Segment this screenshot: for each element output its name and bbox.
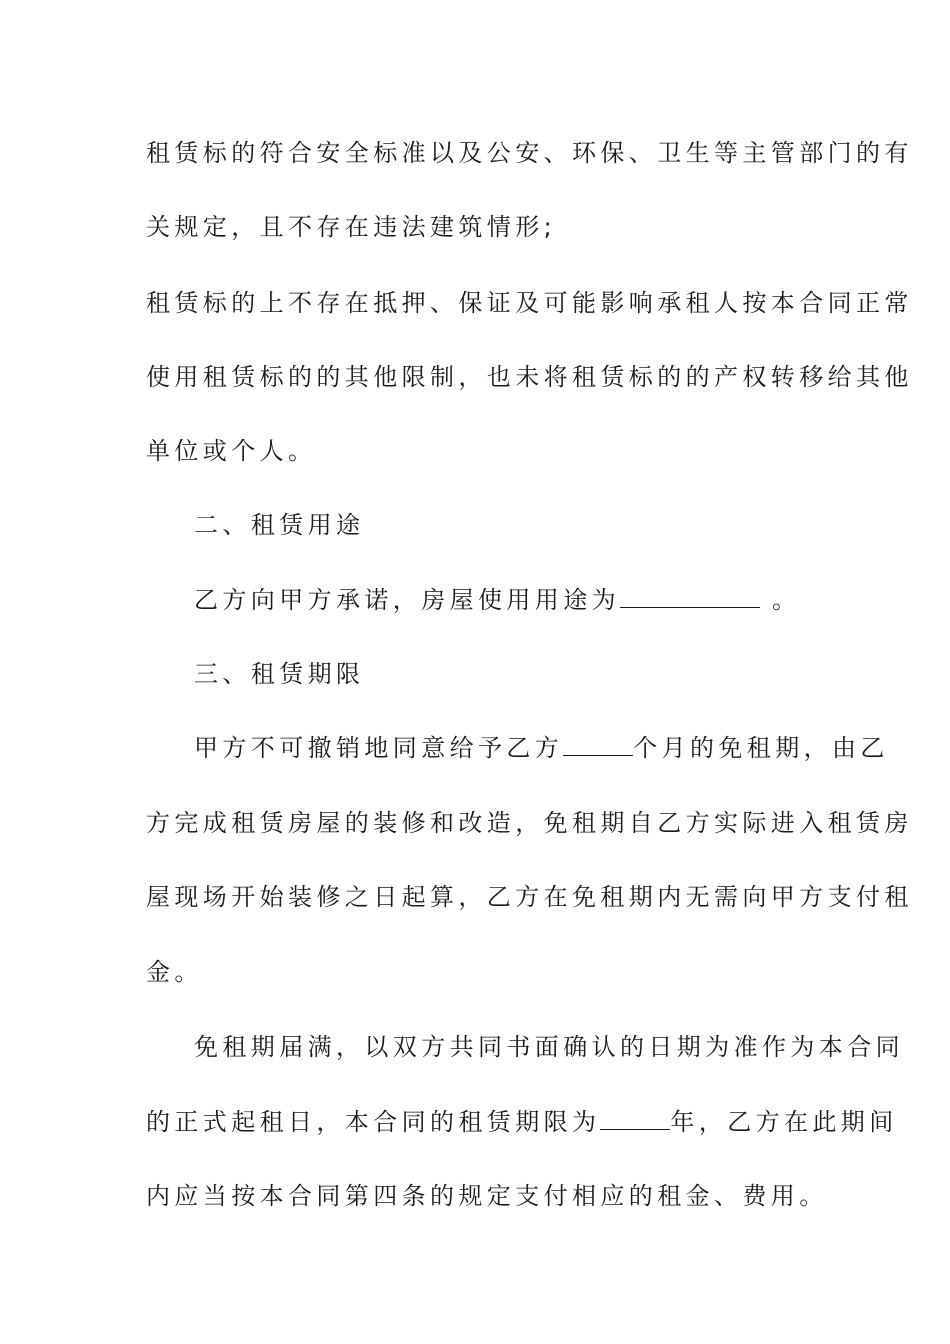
paragraph-line: 金。 — [146, 958, 203, 986]
usage-clause-text: 乙方向甲方承诺，房屋使用用途为 — [194, 586, 620, 614]
usage-blank-field — [620, 585, 760, 608]
paragraph-line: 免租期届满，以双方共同书面确认的日期为准作为本合同 — [194, 1033, 904, 1061]
lease-term-clause — [146, 1105, 898, 1139]
paragraph-line: 屋现场开始装修之日起算，乙方在免租期内无需向甲方支付租 — [146, 883, 913, 911]
paragraph-line: 关规定，且不存在违法建筑情形; — [146, 213, 557, 241]
paragraph-line: 内应当按本合同第四条的规定支付相应的租金、费用。 — [146, 1182, 828, 1210]
lease-term-text-b: 年，乙方在此期间 — [670, 1108, 898, 1136]
rent-free-clause — [194, 731, 889, 765]
section-heading-term: 三、租赁期限 — [194, 660, 365, 688]
usage-clause — [194, 583, 854, 617]
section-heading-usage: 二、租赁用途 — [194, 511, 365, 539]
paragraph-line: 租赁标的符合安全标准以及公安、环保、卫生等主管部门的有 — [146, 139, 913, 167]
usage-clause-end: 。 — [772, 586, 801, 614]
paragraph-line: 租赁标的上不存在抵押、保证及可能影响承租人按本合同正常 — [146, 289, 913, 317]
lease-years-blank — [600, 1107, 670, 1130]
paragraph-line: 单位或个人。 — [146, 437, 317, 465]
rent-free-text-b: 个月的免租期，由乙 — [633, 734, 889, 762]
rent-free-months-blank — [563, 733, 633, 756]
paragraph-line: 方完成租赁房屋的装修和改造，免租期自乙方实际进入租赁房 — [146, 809, 913, 837]
paragraph-line: 使用租赁标的的其他限制，也未将租赁标的的产权转移给其他 — [146, 363, 913, 391]
rent-free-text-a: 甲方不可撤销地同意给予乙方 — [194, 734, 564, 762]
lease-term-text-a: 的正式起租日，本合同的租赁期限为 — [146, 1108, 601, 1136]
